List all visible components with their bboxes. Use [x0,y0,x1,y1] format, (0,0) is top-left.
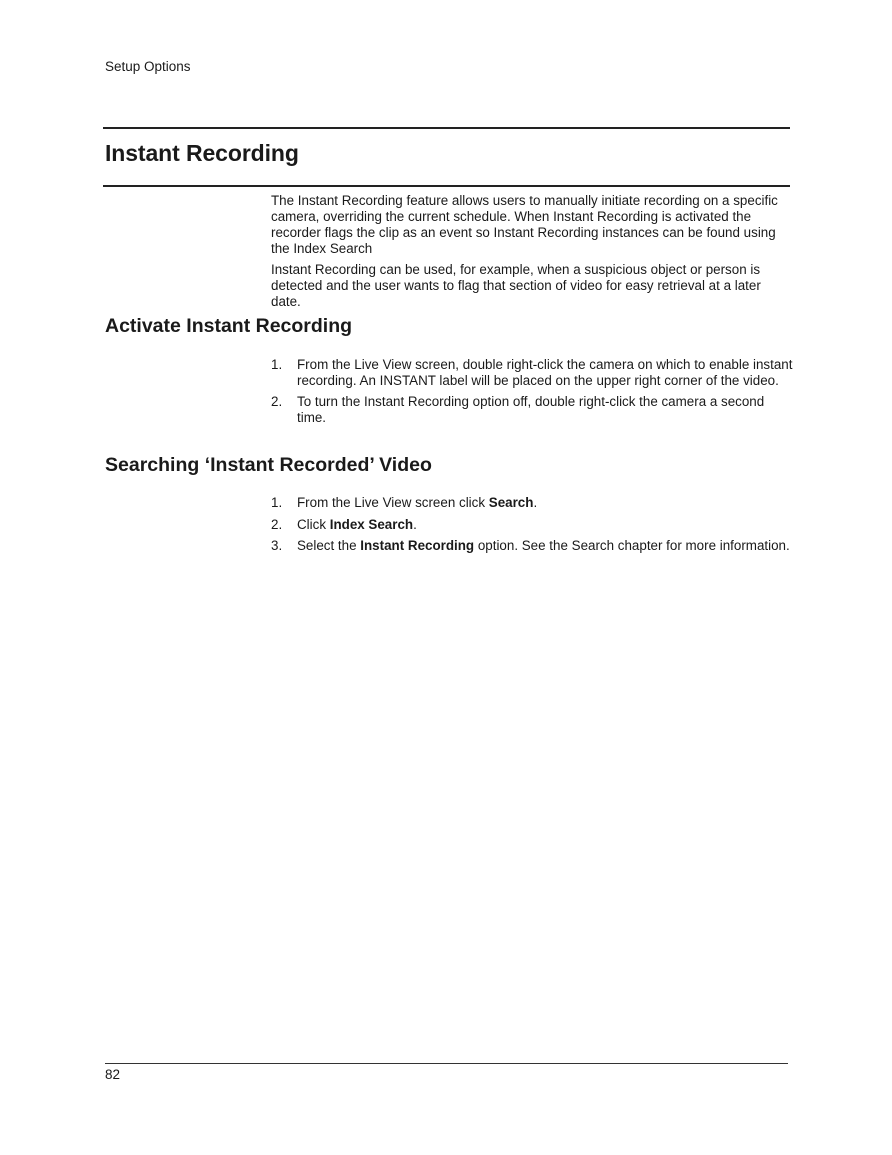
step-text-post: . [533,495,538,510]
title-rule [103,185,790,187]
search-step-2 [271,517,793,533]
step-text-pre: From the Live View screen click [297,495,489,510]
step-number: 2. [271,516,283,532]
step-text: To turn the Instant Recording option off, double right-click the camera a second time. [297,394,765,425]
step-text-bold: Search [488,495,534,510]
page-title: Instant Recording [105,140,299,166]
activate-step-2 [271,394,793,426]
step-text-post: option. See the Search chapter for more information. [474,538,790,553]
footer-rule [105,1063,788,1064]
activate-steps [271,357,793,431]
search-step-1 [271,495,793,511]
step-text: From the Live View screen, double right-click the camera on which to enable instant recording. An INSTANT label will be placed on the upper right corner of the video. [297,357,793,388]
search-heading: Searching ‘Instant Recorded’ Video [105,454,432,476]
step-text-bold: Index Search [329,516,414,532]
step-text-pre: Click [297,516,330,532]
activate-heading: Activate Instant Recording [105,315,353,337]
page-number: 82 [105,1067,121,1082]
step-number: 1. [271,495,283,510]
running-header: Setup Options [105,59,191,74]
step-text-bold: Instant Recording [360,538,475,553]
step-number: 3. [271,538,283,553]
step-number: 1. [271,357,283,372]
intro-paragraph-1: The Instant Recording feature allows users to manually initiate recording on a specific camera, overriding the current schedule. When Instant Recording is activated the recorder flags the clip as an event so Instant Recording instances can be found using the Index Search [271,193,778,256]
search-step-3 [271,538,793,554]
step-text-post: . [413,516,417,532]
top-rule [103,127,790,129]
search-steps [271,495,793,560]
step-number: 2. [271,394,283,409]
intro-paragraph-2: Instant Recording can be used, for example, when a suspicious object or person is detected and the user wants to flag that section of video for easy retrieval at a later date. [271,262,761,309]
activate-step-1 [271,357,793,389]
step-text-pre: Select the [297,538,361,553]
